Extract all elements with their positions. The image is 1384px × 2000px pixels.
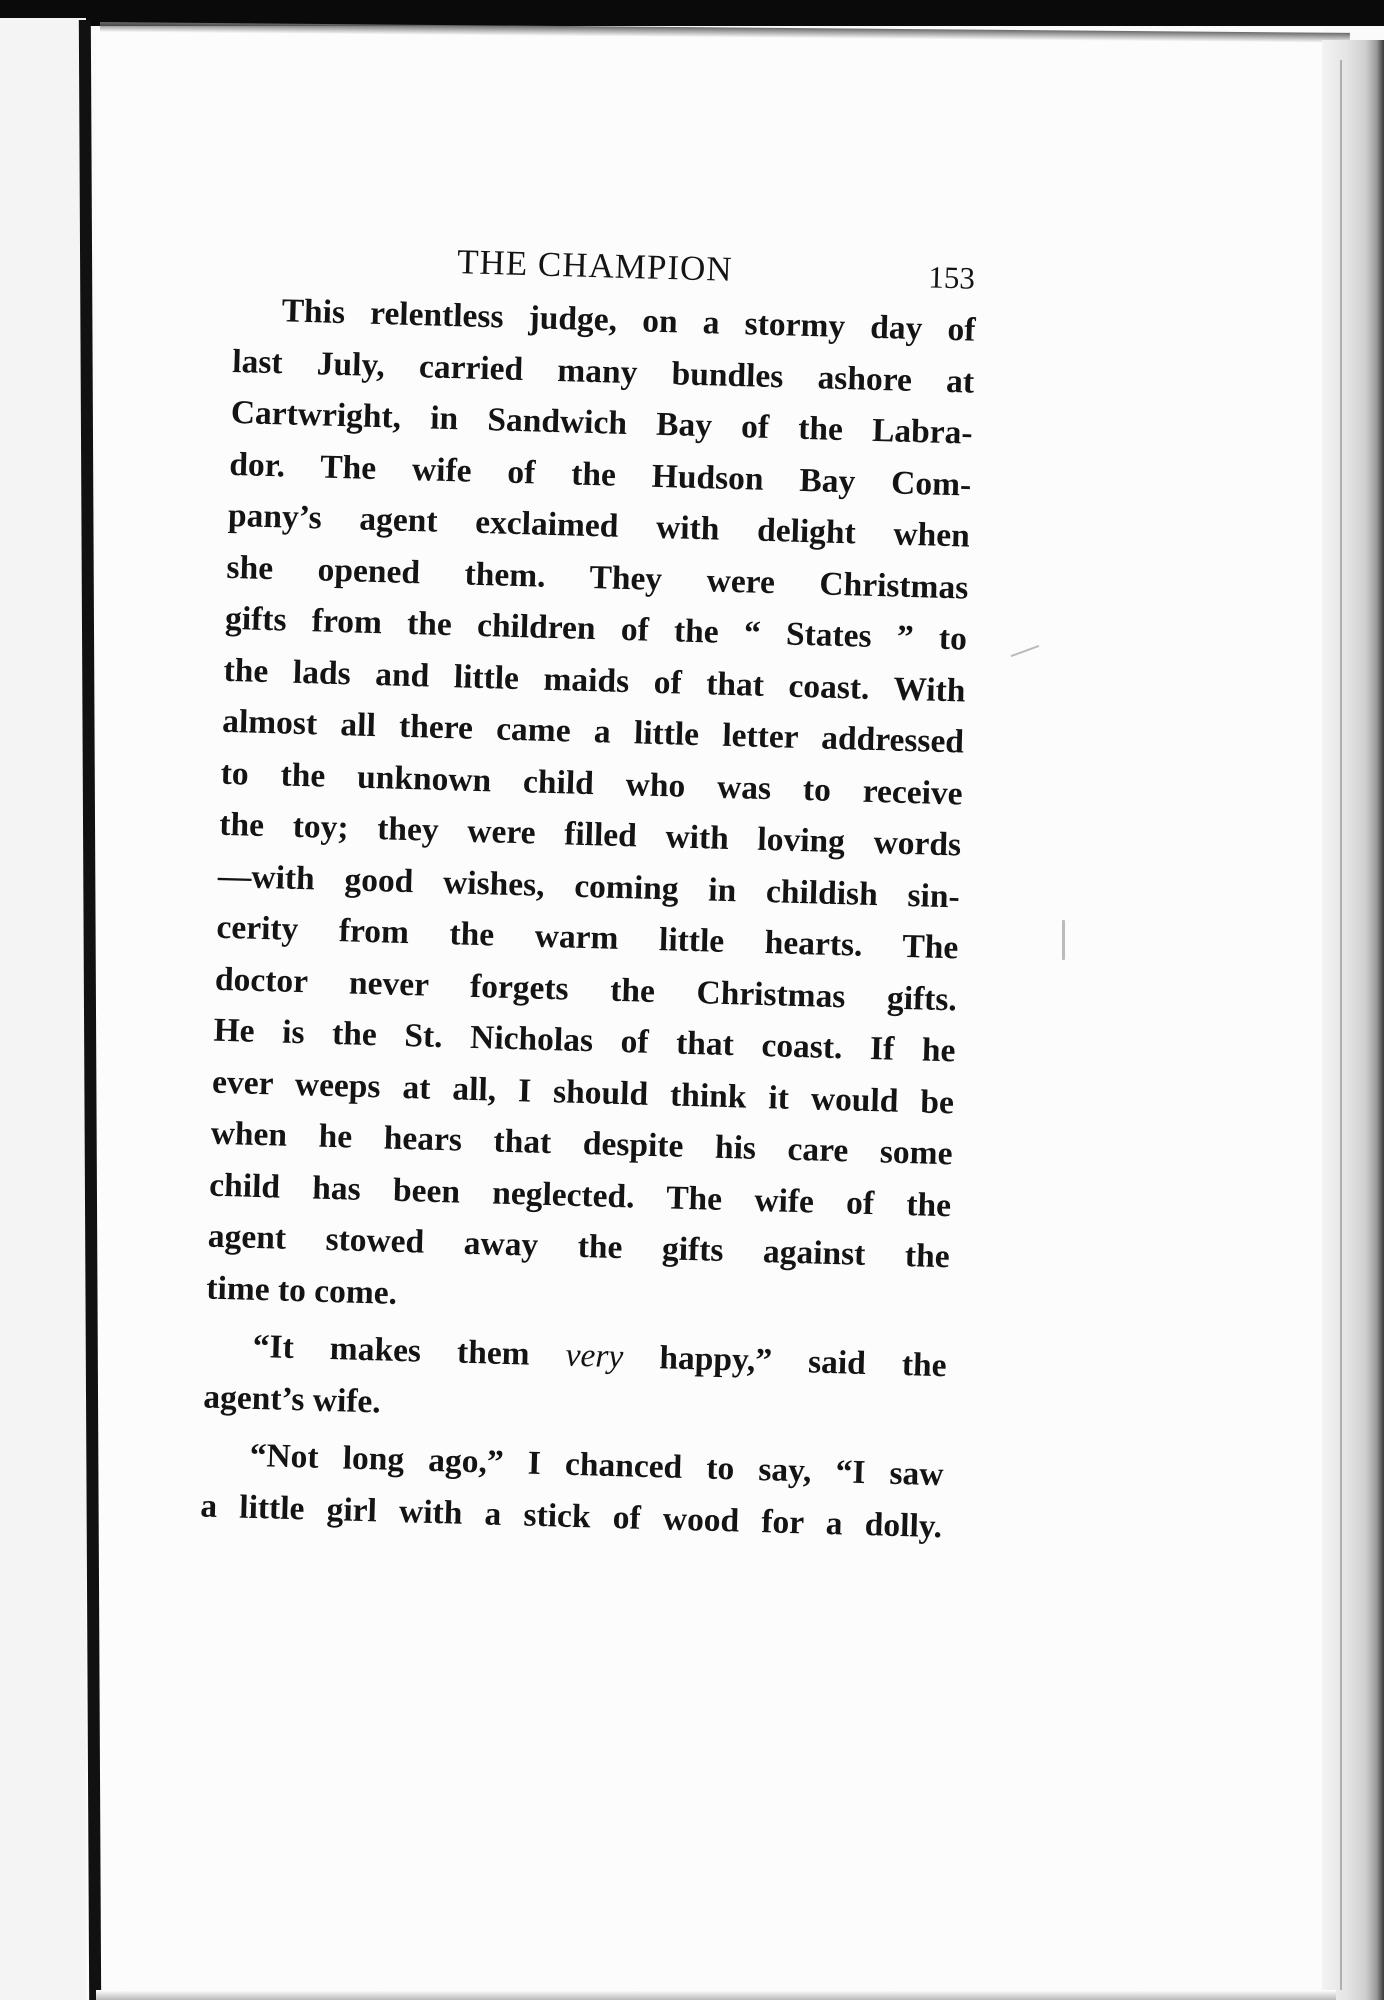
paragraph	[203, 1320, 948, 1444]
text-line: last July, carried many bundles ashore at	[231, 342, 975, 401]
text-line: she opened them. They were Christmas	[226, 548, 969, 607]
page-bottom-edge	[96, 1990, 1336, 2000]
emphasis-text: very	[565, 1336, 624, 1376]
page-number: 153	[927, 259, 976, 296]
scan-mark	[1062, 920, 1065, 960]
text-line: agent’s wife.	[202, 1378, 382, 1420]
page-fore-edge	[1322, 40, 1384, 2000]
text-line: This relentless judge, on a stormy day of	[281, 292, 977, 349]
text-line: cerity from the warm little hearts. The	[216, 908, 959, 967]
text-line: gifts from the children of the “ States ” to	[224, 599, 968, 658]
text-line: child has been neglected. The wife of the	[208, 1166, 952, 1224]
text-line: “It makes them very happy,” said the	[252, 1327, 948, 1385]
text-line: time to come.	[205, 1269, 398, 1312]
body-text	[200, 284, 977, 1552]
running-head-title: THE CHAMPION	[456, 242, 734, 289]
text-line: pany’s agent exclaimed with delight when	[227, 496, 971, 555]
text-line: “Not long ago,” I chanced to say, “I saw	[249, 1436, 945, 1494]
paragraph	[206, 284, 976, 1334]
text-line: dor. The wife of the Hudson Bay Com-	[228, 445, 972, 504]
text-line: almost all there came a little letter addressed	[221, 702, 965, 761]
text-line: He is the St. Nicholas of that coast. If he	[213, 1011, 956, 1070]
text-line: when he hears that despite his care some	[210, 1114, 954, 1173]
text-line: the lads and little maids of that coast. With	[223, 651, 966, 710]
text-line: Cartwright, in Sandwich Bay of the Labra-	[230, 393, 974, 452]
text-line: agent stowed away the gifts against the	[207, 1217, 951, 1276]
text-line: the toy; they were filled with loving words	[218, 805, 962, 864]
paragraph	[200, 1429, 945, 1553]
text-line: —with good wishes, coming in childish sin-	[217, 857, 961, 915]
text-line: a little girl with a stick of wood for a dolly.	[199, 1487, 943, 1545]
page-content	[199, 230, 977, 1558]
facing-page-edge	[0, 18, 86, 2000]
text-line: ever weeps at all, I should think it would be	[211, 1063, 955, 1121]
text-line: doctor never forgets the Christmas gifts.	[214, 960, 958, 1018]
text-line: to the unknown child who was to receive	[220, 754, 964, 812]
page-fore-edge-line	[1340, 60, 1342, 1990]
